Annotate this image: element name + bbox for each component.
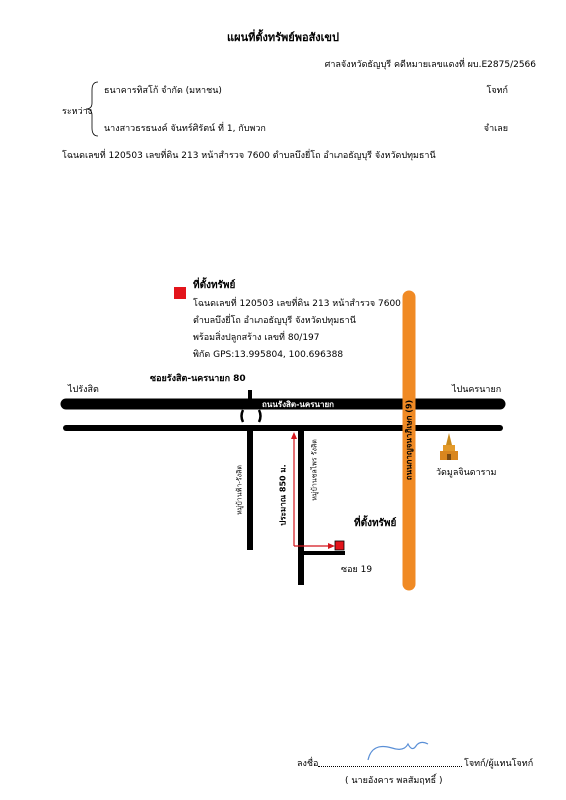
legend-marker [174,287,186,299]
to-rangsit-label: ไปรังสิต [68,385,99,395]
left-village-label: หมู่บ้านฟ้า-รังสิต [235,465,244,515]
defendant-role: จำเลย [483,124,508,134]
highway-label: ถนนกาญจนาภิเษก (9) [404,399,414,481]
soi-80-label: ซอยรังสิต-นครนายก 80 [150,374,246,384]
distance-label: ประมาณ 850 ม. [278,464,288,526]
sign-label: ลงชื่อ [297,759,319,769]
u-turn-bridge [242,410,261,422]
property-marker [335,541,344,550]
plaintiff-role: โจทก์ [486,86,508,96]
legend-title: ที่ตั้งทรัพย์ [193,280,236,291]
court-case-line: ศาลจังหวัดธัญบุรี คดีหมายเลขแดงที่ ผบ.E2875/2566 [324,60,536,70]
signer-name: ( นายอังคาร พลสัมฤทธิ์ ) [345,776,443,786]
temple-icon [440,433,458,460]
to-nakhonnayok-label: ไปนครนายก [452,385,502,395]
signer-role: โจทก์/ผู้แทนโจทก์ [464,759,534,769]
property-location-label: ที่ตั้งทรัพย์ [354,518,397,529]
legend-deed-line: โฉนดเลขที่ 120503 เลขที่ดิน 213 หน้าสำรวจ 7600 [193,299,401,309]
signature-dotted-line [318,766,462,767]
legend-building-line: พร้อมสิ่งปลูกสร้าง เลขที่ 80/197 [193,333,320,343]
legend-gps-line [193,347,343,361]
temple-label: วัดมูลจินดาราม [436,468,497,478]
right-village-label: หมู่บ้านชลไพร รังสิต [310,439,319,501]
gps-prefix: พิกัด [193,350,211,360]
between-label: ระหว่าง [62,107,93,117]
route-arrow-right [328,543,335,549]
soi-19-label: ซอย 19 [341,565,373,575]
legend-location-line: ตำบลบึงยี่โถ อำเภอธัญบุรี จังหวัดปทุมธานี [193,316,356,326]
defendant-name: นางสาวธรธนงค์ จันทร์ศิรัตน์ ที่ 1, กับพวก [104,124,266,134]
title-deed-line: โฉนดเลขที่ 120503 เลขที่ดิน 213 หน้าสำรวจ 7600 ตำบลบึงยี่โถ อำเภอธัญบุรี จังหวัดปทุมธานี [62,151,436,161]
gps-coordinates: GPS:13.995804, 100.696388 [213,350,344,360]
main-road-label: ถนนรังสิต-นครนายก [262,400,334,409]
plaintiff-name: ธนาคารทิสโก้ จำกัด (มหาชน) [104,86,222,96]
route-arrow-up [291,432,297,439]
page-title: แผนที่ตั้งทรัพย์พอสังเขป [227,31,339,44]
